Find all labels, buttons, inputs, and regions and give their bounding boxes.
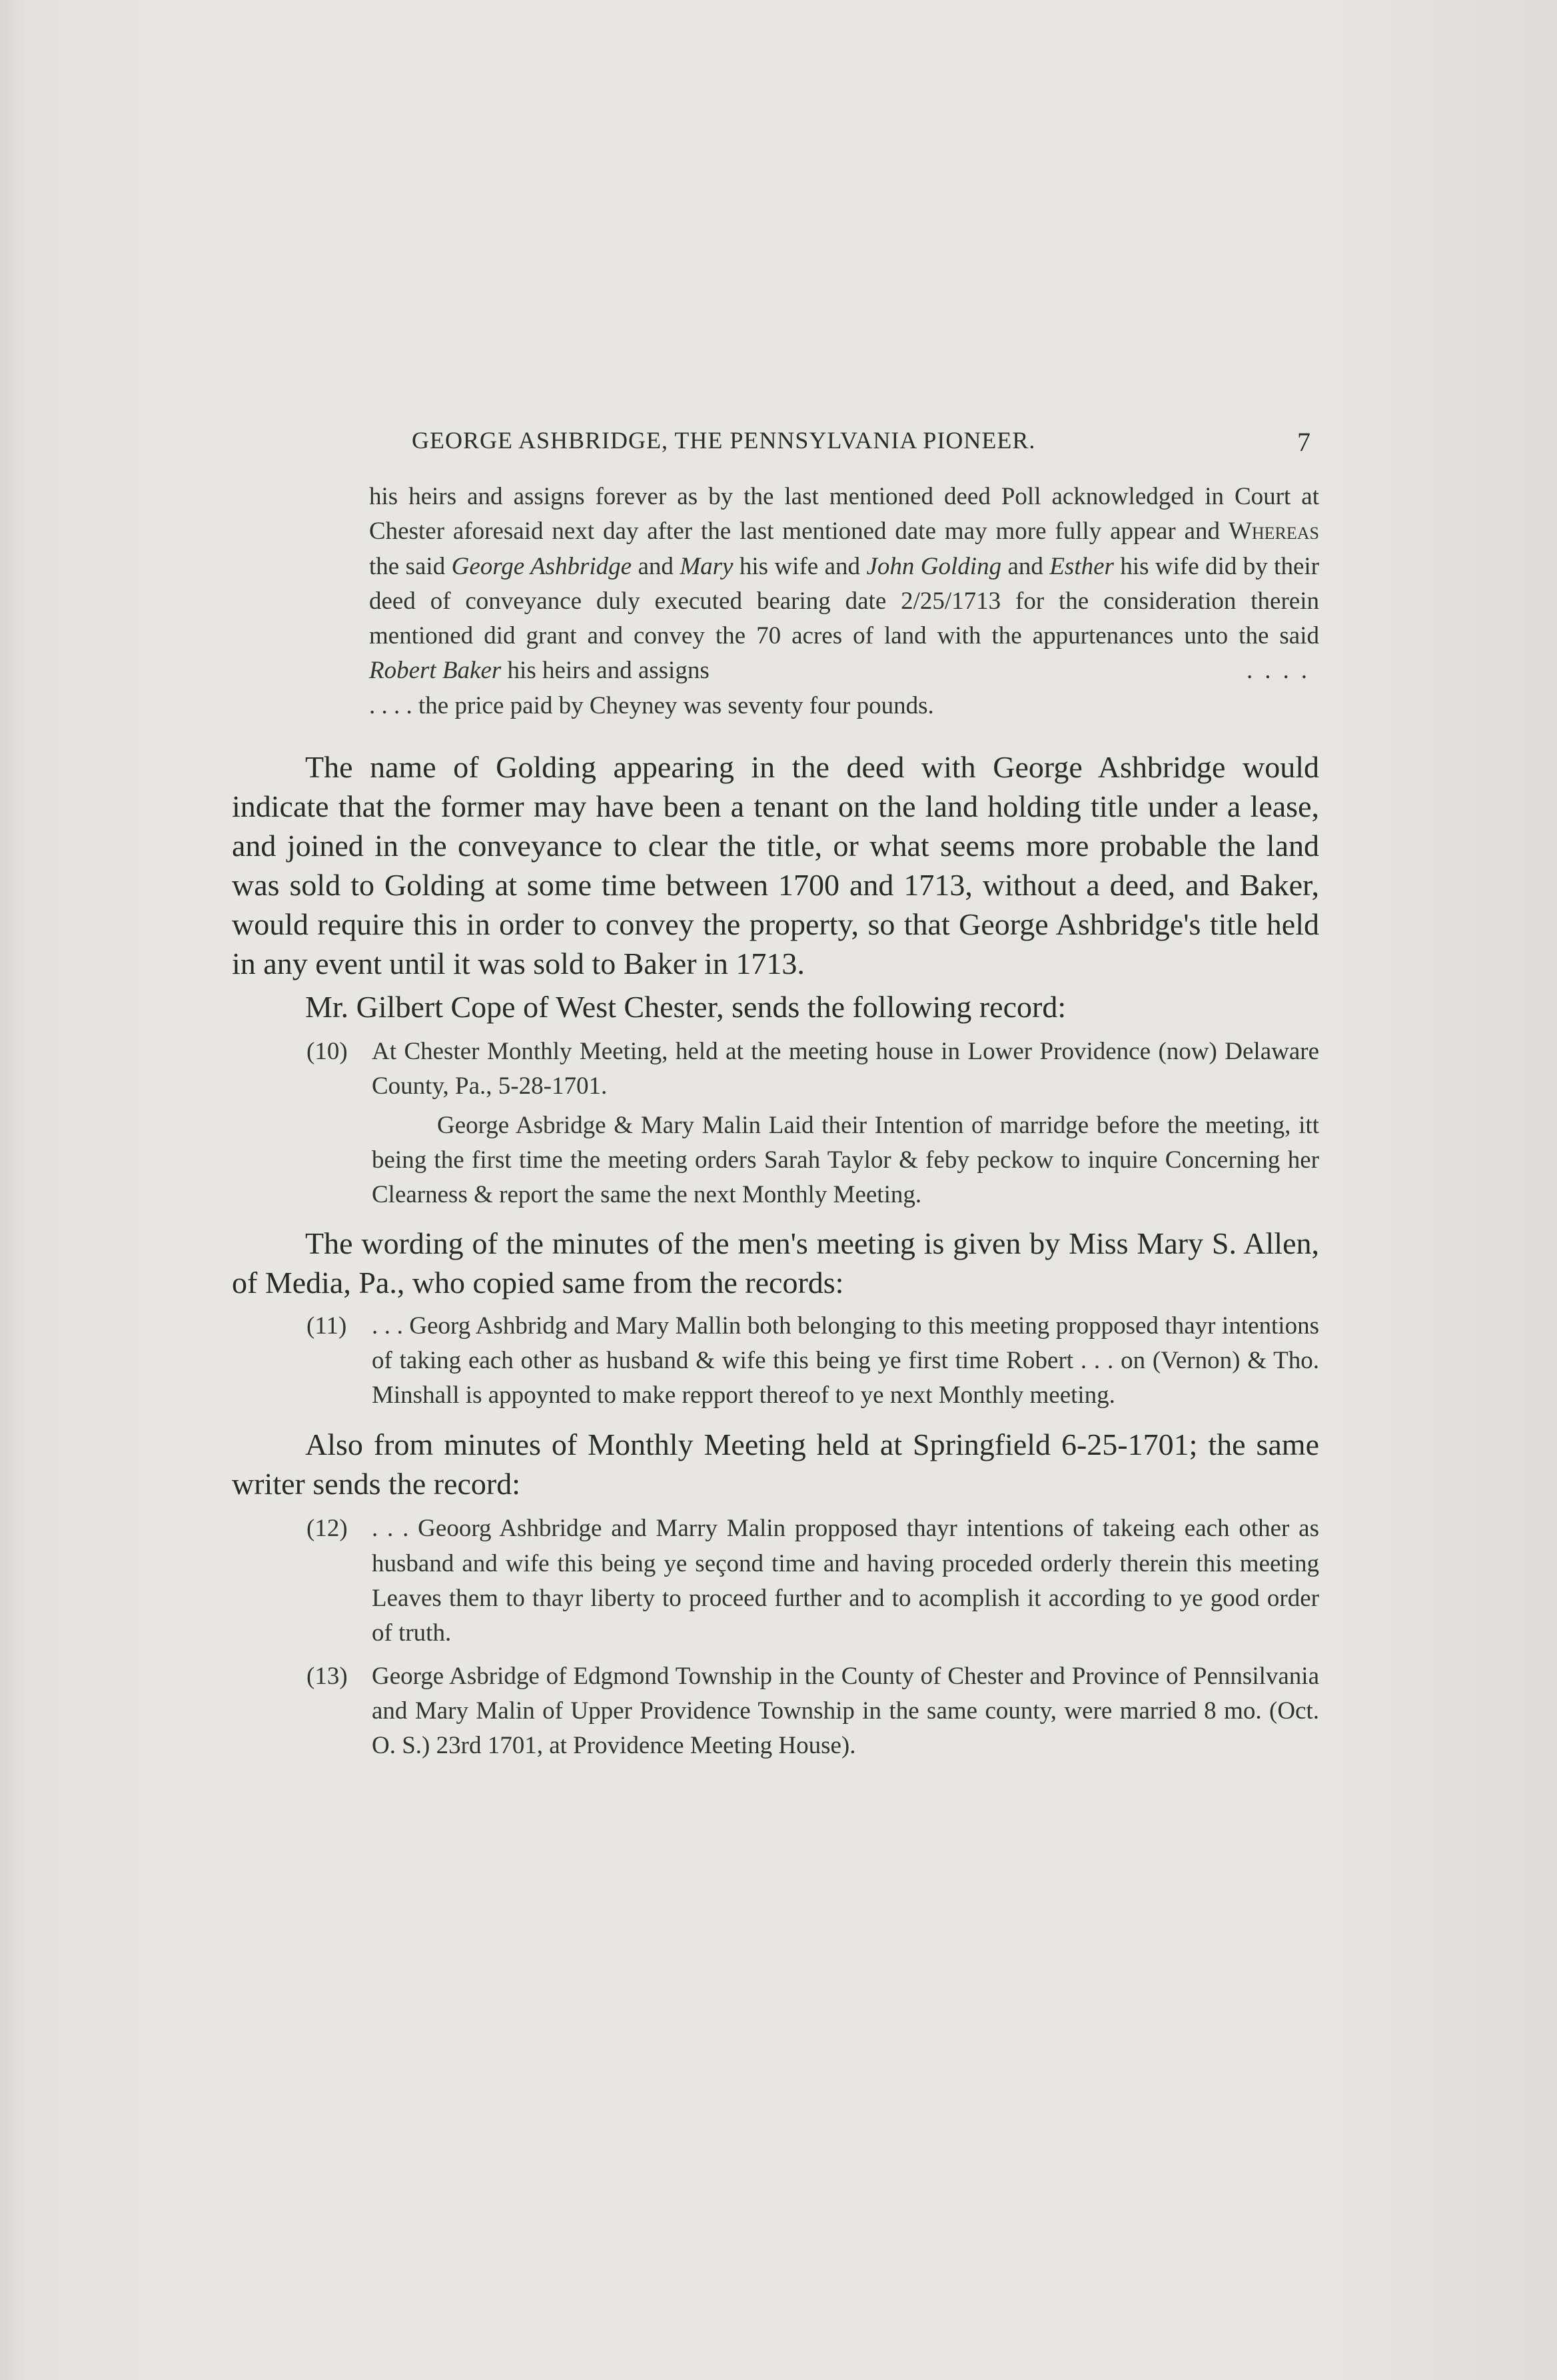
quote-text: his wife did by their deed of conveyance duly executed bearing date 2/25/1713 for the consideration therein mentioned did grant and convey the 70 acres of land with the appurtenances unto the said bbox=[369, 552, 1319, 650]
running-title: GEORGE ASHBRIDGE, THE PENNSYLVANIA PIONEER. bbox=[412, 427, 1036, 454]
paragraph-cope: Mr. Gilbert Cope of West Chester, sends the following record: bbox=[305, 990, 1067, 1024]
quote-text: his wife and bbox=[733, 552, 867, 580]
record-10 bbox=[306, 1034, 1319, 1104]
quote-text: and bbox=[632, 552, 680, 580]
quote-text: and bbox=[1001, 552, 1050, 580]
quote-name: Robert Baker bbox=[369, 657, 502, 685]
quote-ellipsis: .... bbox=[1247, 657, 1319, 685]
record-number: (12) bbox=[306, 1515, 348, 1543]
record-number: (13) bbox=[306, 1662, 348, 1690]
record-number: (10) bbox=[306, 1038, 348, 1066]
record-10-minute: George Asbridge & Mary Malin Laid their Intention of marridge before the meeting, itt being the first time the meeting orders Sarah Taylor & feby peckow to inquire Concerning her Clearness & report the same the next Monthly Meeting. bbox=[372, 1111, 1319, 1209]
record-text: At Chester Monthly Meeting, held at the meeting house in Lower Providence (now) Delaware County, Pa., 5-28-1701. bbox=[372, 1038, 1319, 1100]
quote-text: his heirs and assigns bbox=[501, 657, 710, 685]
paragraph-golding: The name of Golding appearing in the deed with George Ashbridge would indicate that the former may have been a tenant on the land holding title under a lease, and joined in the conveyance to clear the title, or what seems more probable the land was sold to Golding at some time between 1700 and 1713, without a deed, and Baker, would require this in order to convey the property, so that George Ashbridge's title held in any event until it was sold to Baker in 1713. bbox=[232, 750, 1319, 981]
quote-name: George Ashbridge bbox=[451, 552, 632, 580]
record-number: (11) bbox=[306, 1312, 347, 1340]
record-11 bbox=[306, 1309, 1319, 1413]
running-header bbox=[232, 426, 1319, 466]
record-text: George Asbridge of Edgmond Township in the County of Chester and Province of Pennsilvania and Mary Malin of Upper Providence Township in the same county, were married 8 mo. (Oct. O. S.) 23rd 1701, at Providence Meeting House). bbox=[372, 1662, 1319, 1760]
record-text: . . . Georg Ashbridg and Mary Mallin both belonging to this meeting propposed thayr intentions of taking each other as husband & wife this being ye first time Robert . . . on (Vernon) & Tho. Minshall is appoynted to make repport thereof to ye next Monthly meeting. bbox=[372, 1312, 1319, 1409]
quote-whereas: Whereas bbox=[1228, 518, 1319, 546]
page-content bbox=[232, 426, 1319, 1764]
record-13 bbox=[306, 1659, 1319, 1764]
record-text: . . . Geoorg Ashbridge and Marry Malin propposed thayr intentions of takeing each other as husband and wife this being ye seçond time and having proceded orderly therein this meeting Leaves them to thayr liberty to proceed further and to acomplish it according to ye good order of truth. bbox=[372, 1515, 1319, 1647]
record-12 bbox=[306, 1511, 1319, 1651]
quote-ellipsis: . . . . bbox=[369, 691, 412, 719]
paragraph-allen: The wording of the minutes of the men's meeting is given by Miss Mary S. Allen, of Media, Pa., who copied same from the records: bbox=[232, 1226, 1319, 1300]
quote-name: John Golding bbox=[866, 552, 1002, 580]
paragraph-springfield: Also from minutes of Monthly Meeting held at Springfield 6-25-1701; the same writer sends the record: bbox=[232, 1427, 1319, 1501]
quote-name: Mary bbox=[680, 552, 734, 580]
quote-text: the said bbox=[369, 552, 452, 580]
deed-quotation bbox=[369, 480, 1319, 723]
quote-text: the price paid by Cheyney was seventy four pounds. bbox=[412, 691, 934, 719]
quote-text: his heirs and assigns forever as by the last mentioned deed Poll acknowledged in Court at Chester aforesaid next day after the last mentioned date may more fully appear and bbox=[369, 483, 1319, 546]
page-number: 7 bbox=[1297, 427, 1311, 457]
quote-name: Esther bbox=[1049, 552, 1114, 580]
